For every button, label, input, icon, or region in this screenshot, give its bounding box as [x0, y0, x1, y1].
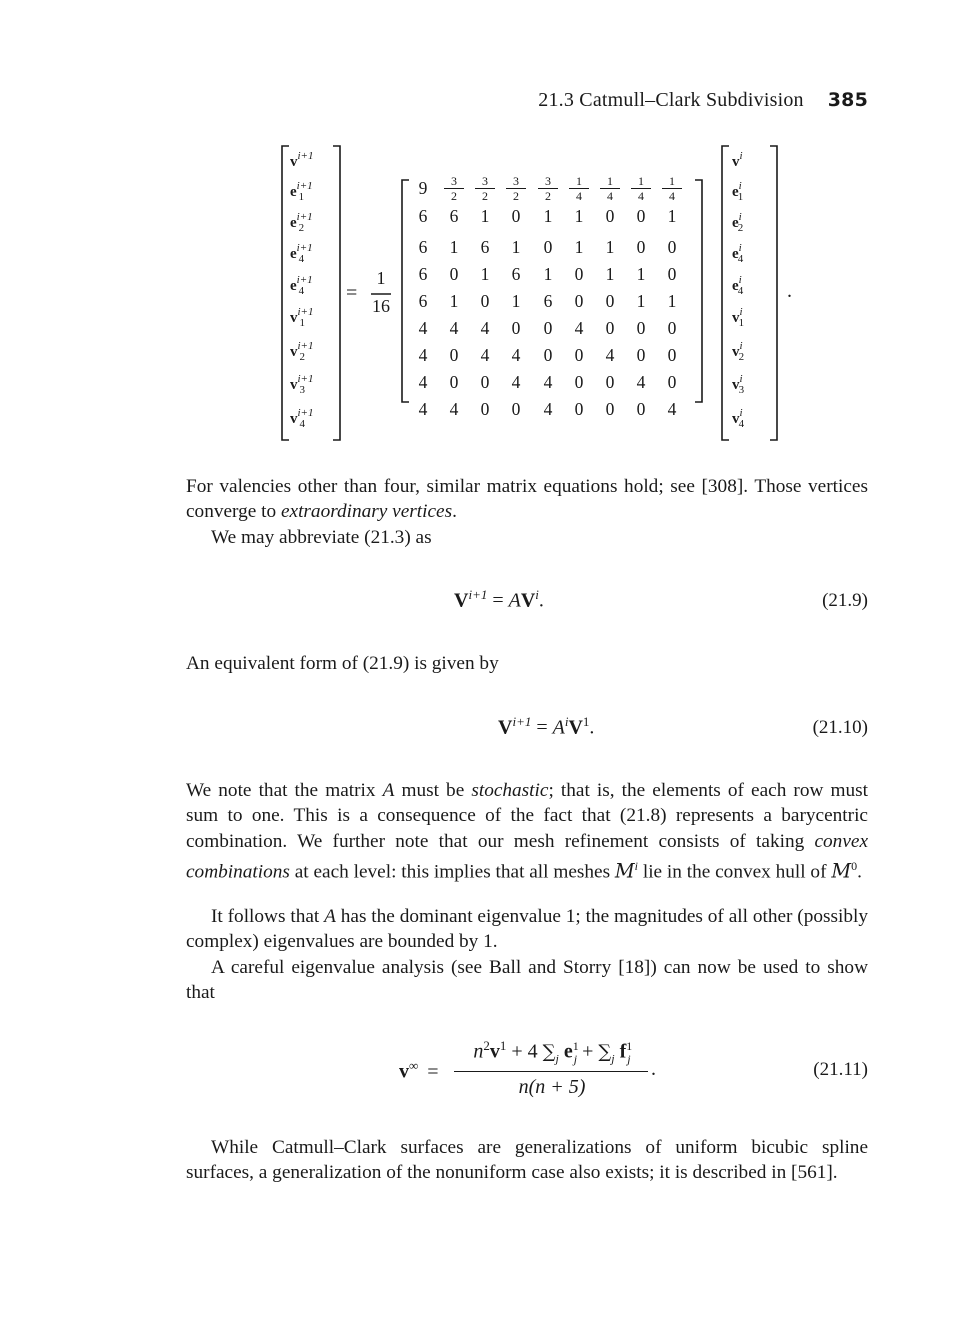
section-title: 21.3 Catmull–Clark Subdivision	[538, 89, 804, 111]
scalar-denominator: 16	[372, 296, 390, 316]
p4-mesh-M0-sup: 0	[851, 858, 858, 873]
equation-number-21-9: (21.9)	[822, 590, 868, 611]
matrix-cell: 0	[574, 264, 584, 284]
rhs-vector-entry: $v^i_4$	[732, 407, 745, 430]
p4-text-a: We note that the matrix	[186, 780, 383, 801]
matrix-cell: 0	[511, 399, 521, 419]
eq11-lhs-wrap	[399, 1058, 439, 1084]
rhs-vector-entry: $e^i_4$	[732, 274, 744, 297]
matrix-cell: 6	[511, 264, 521, 284]
matrix-equals-sign: =	[346, 282, 358, 304]
matrix-cell: 4	[418, 318, 428, 338]
p1-text: For valencies other than four, similar matrix equations hold; see [308]. Those vertices converge to	[186, 476, 868, 523]
matrix-cell: 0	[574, 399, 584, 419]
equation-number-21-11: (21.11)	[813, 1059, 868, 1080]
matrix-cell: 4	[418, 345, 428, 365]
p5-text-b: has the dominant eigenvalue 1; the magnitudes of all other (possibly complex) eigenvalues are bounded by 1.	[186, 906, 868, 953]
matrix-cell: 0	[605, 372, 615, 392]
eq11-equals: =	[427, 1060, 439, 1083]
matrix-cell: 4	[449, 318, 459, 338]
matrix-cell: 1	[636, 264, 646, 284]
matrix-cell: 4	[605, 345, 615, 365]
matrix-cell: 1	[574, 237, 584, 257]
rhs-vector-entry: $v^i_1$	[732, 306, 745, 329]
matrix-cell: 6	[418, 291, 428, 311]
eq9-period: .	[538, 589, 544, 612]
eq11-lhs: v	[399, 1060, 409, 1083]
matrix-cell: 0	[667, 372, 677, 392]
eq9-A: A	[508, 589, 521, 612]
matrix-cell: $\frac{1}{4}$	[600, 175, 620, 202]
matrix-cell: 1	[605, 237, 615, 257]
matrix-cell: 1	[449, 237, 459, 257]
p4-mesh-M-sup: i	[634, 858, 639, 873]
lhs-vector-entry: $e^{i+1}_4$	[290, 242, 313, 265]
eq10-A-sup: i	[564, 714, 569, 729]
page-number: 385	[827, 89, 868, 111]
matrix-equation	[0, 0, 979, 460]
paragraph-abbreviate: We may abbreviate (21.3) as	[211, 527, 432, 548]
rhs-bracket-right	[770, 146, 777, 440]
rhs-vector-entry: $e^i_4$	[732, 242, 744, 265]
matrix-cell: 4	[418, 399, 428, 419]
matrix-cell: 0	[605, 318, 615, 338]
matrix-cell: 0	[511, 206, 521, 226]
matrix-cell: 0	[636, 237, 646, 257]
matrix-cell: 6	[418, 264, 428, 284]
lhs-vector-entry: $e^{i+1}_4$	[290, 274, 313, 297]
matrix-cell: 0	[605, 206, 615, 226]
matrix-cell: 0	[480, 399, 490, 419]
eq11-sum2: ∑	[598, 1041, 612, 1063]
eq10-lhs-sup: i+1	[512, 714, 532, 729]
matrix-cell: 0	[667, 318, 677, 338]
matrix-cell: 0	[449, 372, 459, 392]
matrix-cell: 4	[511, 372, 521, 392]
eq11-e-sup: 1	[572, 1039, 579, 1053]
lhs-vector-entry: $v^{i+1}$	[290, 150, 314, 170]
eq10-period: .	[589, 716, 595, 739]
lhs-vector-entry: $v^{i+1}_1$	[290, 306, 314, 329]
matrix-cell: 4	[418, 372, 428, 392]
paragraph-stochastic	[186, 778, 868, 885]
lhs-bracket-left	[282, 146, 289, 440]
matrix-cell: 1	[636, 291, 646, 311]
p5-matrix-A: A	[324, 906, 336, 927]
rhs-vector-entry: $v^i_2$	[732, 340, 745, 363]
matrix-cell: 1	[480, 264, 490, 284]
matrix-cell: $\frac{1}{4}$	[631, 175, 651, 202]
matrix-cell: 0	[636, 345, 646, 365]
matrix-cell: 0	[667, 237, 677, 257]
matrix-cell: 0	[480, 291, 490, 311]
p5-text-a: It follows that	[211, 906, 325, 927]
matrix-cell: 4	[636, 372, 646, 392]
matrix-cell: 0	[636, 206, 646, 226]
matrix-cell: 6	[480, 237, 490, 257]
matrix-cell: 0	[667, 264, 677, 284]
eq9-equals: =	[487, 589, 509, 612]
eq9-lhs-sup: i+1	[468, 587, 488, 602]
matrix-cell: 0	[480, 372, 490, 392]
eq11-n: n	[473, 1040, 484, 1063]
equation-number-21-10: (21.10)	[812, 717, 868, 738]
eq11-v-sup: 1	[499, 1038, 507, 1053]
eq11-f-sub: j	[627, 1051, 631, 1066]
eq11-f-sup: 1	[626, 1039, 633, 1053]
eq11-denominator: n(n + 5)	[518, 1076, 586, 1098]
eq11-sum1: ∑	[542, 1041, 556, 1063]
matrix-cell: $\frac{3}{2}$	[506, 175, 526, 202]
matrix-cell: 1	[605, 264, 615, 284]
eq10-V-sup: 1	[582, 714, 590, 729]
matrix-cell: 1	[480, 206, 490, 226]
matrix-cell: $\frac{3}{2}$	[538, 175, 558, 202]
paragraph-nonuniform: While Catmull–Clark surfaces are generalizations of uniform bicubic spline surfaces, a generalization of the nonuniform case also exists; it is described in [561].	[186, 1137, 868, 1184]
eq11-numerator	[454, 1038, 650, 1067]
eq11-sum2-sub: j	[611, 1051, 615, 1066]
eq10-V: V	[568, 716, 583, 739]
matrix-cell: $\frac{3}{2}$	[475, 175, 495, 202]
matrix-cell: 0	[574, 345, 584, 365]
eq11-fraction-bar	[454, 1071, 648, 1072]
matrix-cell: 0	[574, 291, 584, 311]
paragraph-valencies	[186, 474, 868, 525]
matrix-cell: 0	[605, 399, 615, 419]
rhs-vector-entry: $v^i$	[732, 150, 743, 170]
p4-emphasis-convex: convex combinations	[186, 830, 868, 883]
matrix-cell: 0	[636, 399, 646, 419]
lhs-vector-entry: $e^{i+1}_1$	[290, 180, 313, 203]
paragraph-equivalent-form: An equivalent form of (21.9) is given by	[186, 653, 499, 674]
eq9-V: V	[520, 589, 536, 612]
lhs-vector-entry: $v^{i+1}_2$	[290, 340, 314, 363]
matrix-cell: 1	[449, 291, 459, 311]
eq11-e-sub: j	[573, 1051, 578, 1066]
lhs-vector-entry: $v^{i+1}_3$	[290, 373, 314, 396]
lhs-bracket-right	[333, 146, 340, 440]
matrix-cell: 0	[605, 291, 615, 311]
matrix-cell: 0	[543, 345, 553, 365]
matrix-bracket-right	[695, 180, 702, 402]
lhs-vector-entry: $v^{i+1}_4$	[290, 407, 314, 430]
matrix-cell: 1	[574, 206, 584, 226]
matrix-cell: $\frac{3}{2}$	[444, 175, 464, 202]
matrix-cell: 0	[449, 345, 459, 365]
eq11-sum1-sub: j	[555, 1051, 559, 1066]
matrix-cell: 6	[418, 237, 428, 257]
matrix-cell: 4	[543, 399, 553, 419]
p4-text-e: lie in the convex hull of	[638, 861, 832, 883]
matrix-cell: 9	[418, 178, 428, 198]
eq11-e: e	[563, 1040, 573, 1063]
rhs-vector-entry: $e^i_2$	[732, 211, 744, 234]
eq11-lhs-sup: ∞	[409, 1058, 419, 1073]
matrix-bracket-left	[402, 180, 409, 402]
p4-emphasis-stochastic: stochastic	[471, 780, 549, 801]
eq10-equals: =	[531, 716, 553, 739]
eq9-V-sup: i	[535, 587, 539, 602]
matrix-cell: 4	[511, 345, 521, 365]
matrix-cell: 1	[543, 206, 553, 226]
lhs-vector-entry: $e^{i+1}_2$	[290, 211, 313, 234]
matrix-cell: 4	[449, 399, 459, 419]
eq11-n-sup: 2	[483, 1038, 490, 1053]
matrix-cell: 6	[449, 206, 459, 226]
p1-end: .	[452, 501, 457, 523]
p1-emphasis: extraordinary vertices	[280, 501, 453, 523]
p4-matrix-A: A	[382, 780, 395, 801]
p4-mesh-M0: M	[831, 859, 852, 883]
matrix-cell: 6	[543, 291, 553, 311]
p4-text-d: at each level: this implies that all meshes	[289, 861, 615, 883]
p4-end: .	[857, 861, 862, 883]
eq9-lhs: V	[454, 589, 469, 612]
matrix-cell: 1	[511, 291, 521, 311]
eq10-lhs: V	[498, 716, 513, 739]
rhs-vector-entry: $v^i_3$	[732, 373, 745, 396]
matrix-period: .	[787, 280, 792, 302]
matrix-cell: 4	[543, 372, 553, 392]
rhs-bracket-left	[722, 146, 729, 440]
eq11-plus: +	[577, 1040, 599, 1063]
eq10-A: A	[552, 716, 565, 739]
paragraph-analysis: A careful eigenvalue analysis (see Ball and Storry [18]) can now be used to show that	[186, 957, 868, 1004]
equation-21-10	[498, 714, 594, 740]
matrix-cell: 0	[636, 318, 646, 338]
matrix-cell: 0	[574, 372, 584, 392]
rhs-vector-entry: $e^i_1$	[732, 180, 744, 203]
p4-mesh-M: M	[614, 859, 635, 883]
eq11-plus-4: + 4	[506, 1040, 538, 1063]
paragraph-eigenvalue	[186, 904, 868, 955]
matrix-cell: 6	[418, 206, 428, 226]
matrix-cell: 4	[480, 318, 490, 338]
matrix-cell: 4	[480, 345, 490, 365]
eq11-f: f	[619, 1040, 627, 1063]
matrix-cell: 1	[511, 237, 521, 257]
p4-text-c: ; that is, the elements of each row must sum to one. This is a consequence of the fact that (21.8) represents a barycentric combination. We further note that our mesh refinement consists of taking	[186, 780, 868, 852]
eq11-v: v	[489, 1040, 500, 1063]
matrix-cell: 1	[667, 206, 677, 226]
matrix-cell: 1	[667, 291, 677, 311]
p4-text-b: must be	[394, 780, 472, 801]
matrix-cell: 4	[574, 318, 584, 338]
matrix-cell: 0	[543, 318, 553, 338]
matrix-cell: 0	[511, 318, 521, 338]
matrix-cell: 4	[667, 399, 677, 419]
scalar-numerator: 1	[376, 268, 386, 288]
matrix-cell: 1	[543, 264, 553, 284]
eq11-period: .	[651, 1058, 656, 1080]
matrix-cell: 0	[667, 345, 677, 365]
matrix-cell: 0	[543, 237, 553, 257]
matrix-cell: $\frac{1}{4}$	[569, 175, 589, 202]
matrix-cell: 0	[449, 264, 459, 284]
matrix-cell: $\frac{1}{4}$	[662, 175, 682, 202]
equation-21-9	[454, 587, 544, 613]
